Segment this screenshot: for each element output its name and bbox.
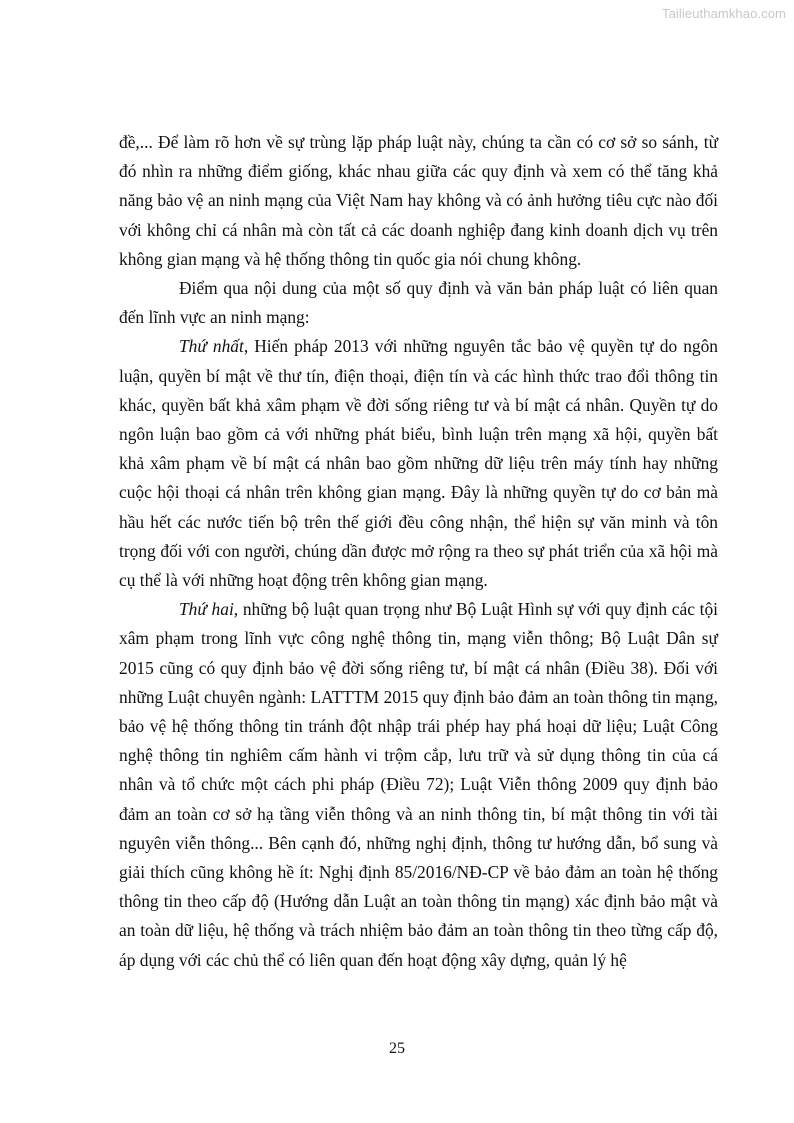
paragraph-lead: Thứ nhất (179, 336, 244, 357)
paragraph-text: Điểm qua nội dung của một số quy định và văn bản pháp luật có liên quan đến lĩnh vực an ninh mạng: (119, 278, 718, 328)
paragraph-first (119, 332, 718, 595)
watermark: Tailieuthamkhao.com (661, 6, 786, 21)
paragraph-lead: Thứ hai (179, 599, 234, 620)
paragraph-second (119, 595, 718, 975)
paragraph-continuation (119, 128, 718, 274)
paragraph-text: đề,... Để làm rõ hơn về sự trùng lặp pháp luật này, chúng ta cần có cơ sở so sánh, từ đó nhìn ra những điểm giống, khác nhau giữa các quy định và xem có thể tăng khả năng bảo vệ an ninh mạng của Việt Nam hay không và có ảnh hưởng tiêu cực nào đối với không chỉ cá nhân mà còn tất cả các doanh nghiệp đang kinh doanh dịch vụ trên không gian mạng và hệ thống thông tin quốc gia nói chung không. (119, 132, 718, 269)
paragraph-overview (119, 274, 718, 332)
paragraph-text: , Hiến pháp 2013 với những nguyên tắc bảo vệ quyền tự do ngôn luận, quyền bí mật về thư tín, điện thoại, điện tín và các hình thức trao đổi thông tin khác, quyền bất khả xâm phạm về đời sống riêng tư và bí mật cá nhân. Quyền tự do ngôn luận bao gồm cả với những phát biểu, bình luận trên mạng xã hội, quyền bất khả xâm phạm về bí mật cá nhân bao gồm những dữ liệu trên máy tính hay những cuộc hội thoại cá nhân trên không gian mạng. Đây là những quyền tự do cơ bản mà hầu hết các nước tiến bộ trên thế giới đều công nhận, thể hiện sự văn minh và tôn trọng đối với con người, chúng dần được mở rộng ra theo sự phát triển của xã hội mà cụ thể là với những hoạt động trên không gian mạng. (119, 336, 719, 591)
page-number: 25 (389, 1040, 405, 1057)
document-body (119, 128, 718, 975)
paragraph-text: , những bộ luật quan trọng như Bộ Luật Hình sự với quy định các tội xâm phạm trong lĩnh vực công nghệ thông tin, mạng viễn thông; Bộ Luật Dân sự 2015 cũng có quy định bảo vệ đời sống riêng tư, bí mật cá nhân (Điều 38). Đối với những Luật chuyên ngành: LATTTM 2015 quy định bảo đảm an toàn thông tin mạng, bảo vệ hệ thống thông tin tránh đột nhập trái phép hay phá hoại dữ liệu; Luật Công nghệ thông tin nghiêm cấm hành vi trộm cắp, lưu trữ và sử dụng thông tin của cá nhân và tổ chức một cách phi pháp (Điều 72); Luật Viễn thông 2009 quy định bảo đảm an toàn cơ sở hạ tầng viễn thông và an ninh thông tin, bí mật thông tin với tài nguyên viễn thông... Bên cạnh đó, những nghị định, thông tư hướng dẫn, bổ sung và giải thích cũng không hề ít: Nghị định 85/2016/NĐ-CP về bảo đảm an toàn hệ thống thông tin theo cấp độ (Hướng dẫn Luật an toàn thông tin mạng) xác định bảo mật và an toàn dữ liệu, hệ thống và trách nhiệm bảo đảm an toàn thông tin theo từng cấp độ, áp dụng với các chủ thể có liên quan đến hoạt động xây dựng, quản lý hệ (119, 599, 718, 970)
